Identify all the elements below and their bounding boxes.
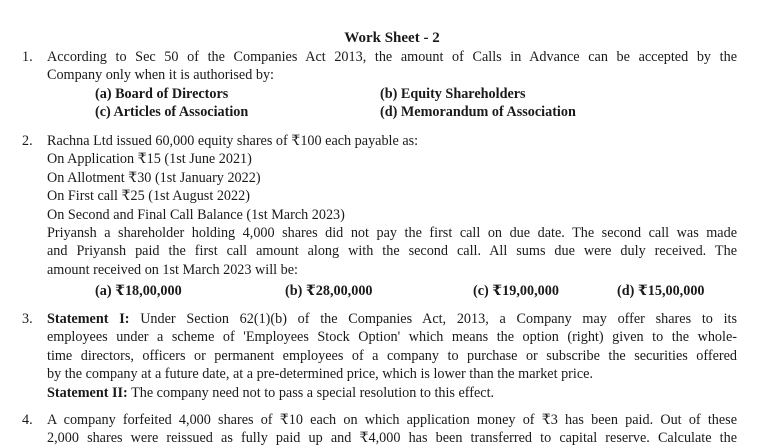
question-line: On Allotment ₹30 (1st January 2022): [47, 169, 261, 186]
option-c: (c) Articles of Association: [95, 104, 249, 120]
question-text: [47, 310, 737, 402]
option-a: (a) Board of Directors: [95, 86, 229, 102]
statement-2-label: Statement II:: [47, 384, 128, 401]
statement-1-line: Statement I: Under Section 62(1)(b) of the Companies Act, 2013, a Company may offer shares to its: [47, 311, 737, 327]
statement-2-line: Statement II: The company need not to pass a special resolution to this effect.: [47, 384, 495, 401]
question-line: time directors, officers or permanent employees of a company to purchase or subscribe the securities offered: [47, 347, 737, 364]
question-line: and Priyansh paid the first call amount along with the second call. All sums due were duly received. The: [47, 243, 737, 260]
option-b: (b) ₹28,00,000: [285, 283, 373, 299]
question-number: 2.: [22, 133, 33, 149]
question-line: Company only when it is authorised by:: [47, 67, 274, 84]
question-line: amount received on 1st March 2023 will be:: [47, 261, 298, 278]
option-d: (d) Memorandum of Association: [380, 104, 576, 120]
question-number: 1.: [22, 49, 33, 65]
question-line: Priyansh a shareholder holding 4,000 shares did not pay the first call on due date. The second call was made: [47, 225, 737, 242]
question-text: [47, 411, 737, 448]
option-a: (a) ₹18,00,000: [95, 283, 182, 299]
question-line: On First call ₹25 (1st August 2022): [47, 188, 250, 205]
question-number: 4.: [22, 412, 33, 428]
question-line: Rachna Ltd issued 60,000 equity shares of ₹100 each payable as:: [47, 133, 419, 149]
question-text: [47, 132, 737, 279]
statement-1-label: Statement I:: [47, 311, 130, 327]
question-line: A company forfeited 4,000 shares of ₹10 each on which application money of ₹3 has been paid. Out of these: [47, 412, 737, 428]
question-line: According to Sec 50 of the Companies Act 2013, the amount of Calls in Advance can be accepted by the: [47, 49, 737, 65]
question-line: by the company at a future date, at a pre-determined price, which is lower than the market price.: [47, 366, 593, 383]
option-b: (b) Equity Shareholders: [380, 86, 526, 102]
worksheet-title: Work Sheet - 2: [344, 30, 440, 46]
question-line: On Application ₹15 (1st June 2021): [47, 151, 252, 168]
question-line: 2,000 shares were reissued as fully paid up and ₹4,000 has been transferred to capital reserve. Calculate the: [47, 430, 737, 447]
question-number: 3.: [22, 311, 33, 327]
option-c: (c) ₹19,00,000: [473, 283, 559, 299]
question-text: [47, 48, 737, 85]
option-d: (d) ₹15,00,000: [617, 283, 705, 299]
question-line: On Second and Final Call Balance (1st March 2023): [47, 206, 345, 223]
question-line: employees under a scheme of 'Employees Stock Option' which means the option (right) given to the whole-: [47, 329, 737, 346]
